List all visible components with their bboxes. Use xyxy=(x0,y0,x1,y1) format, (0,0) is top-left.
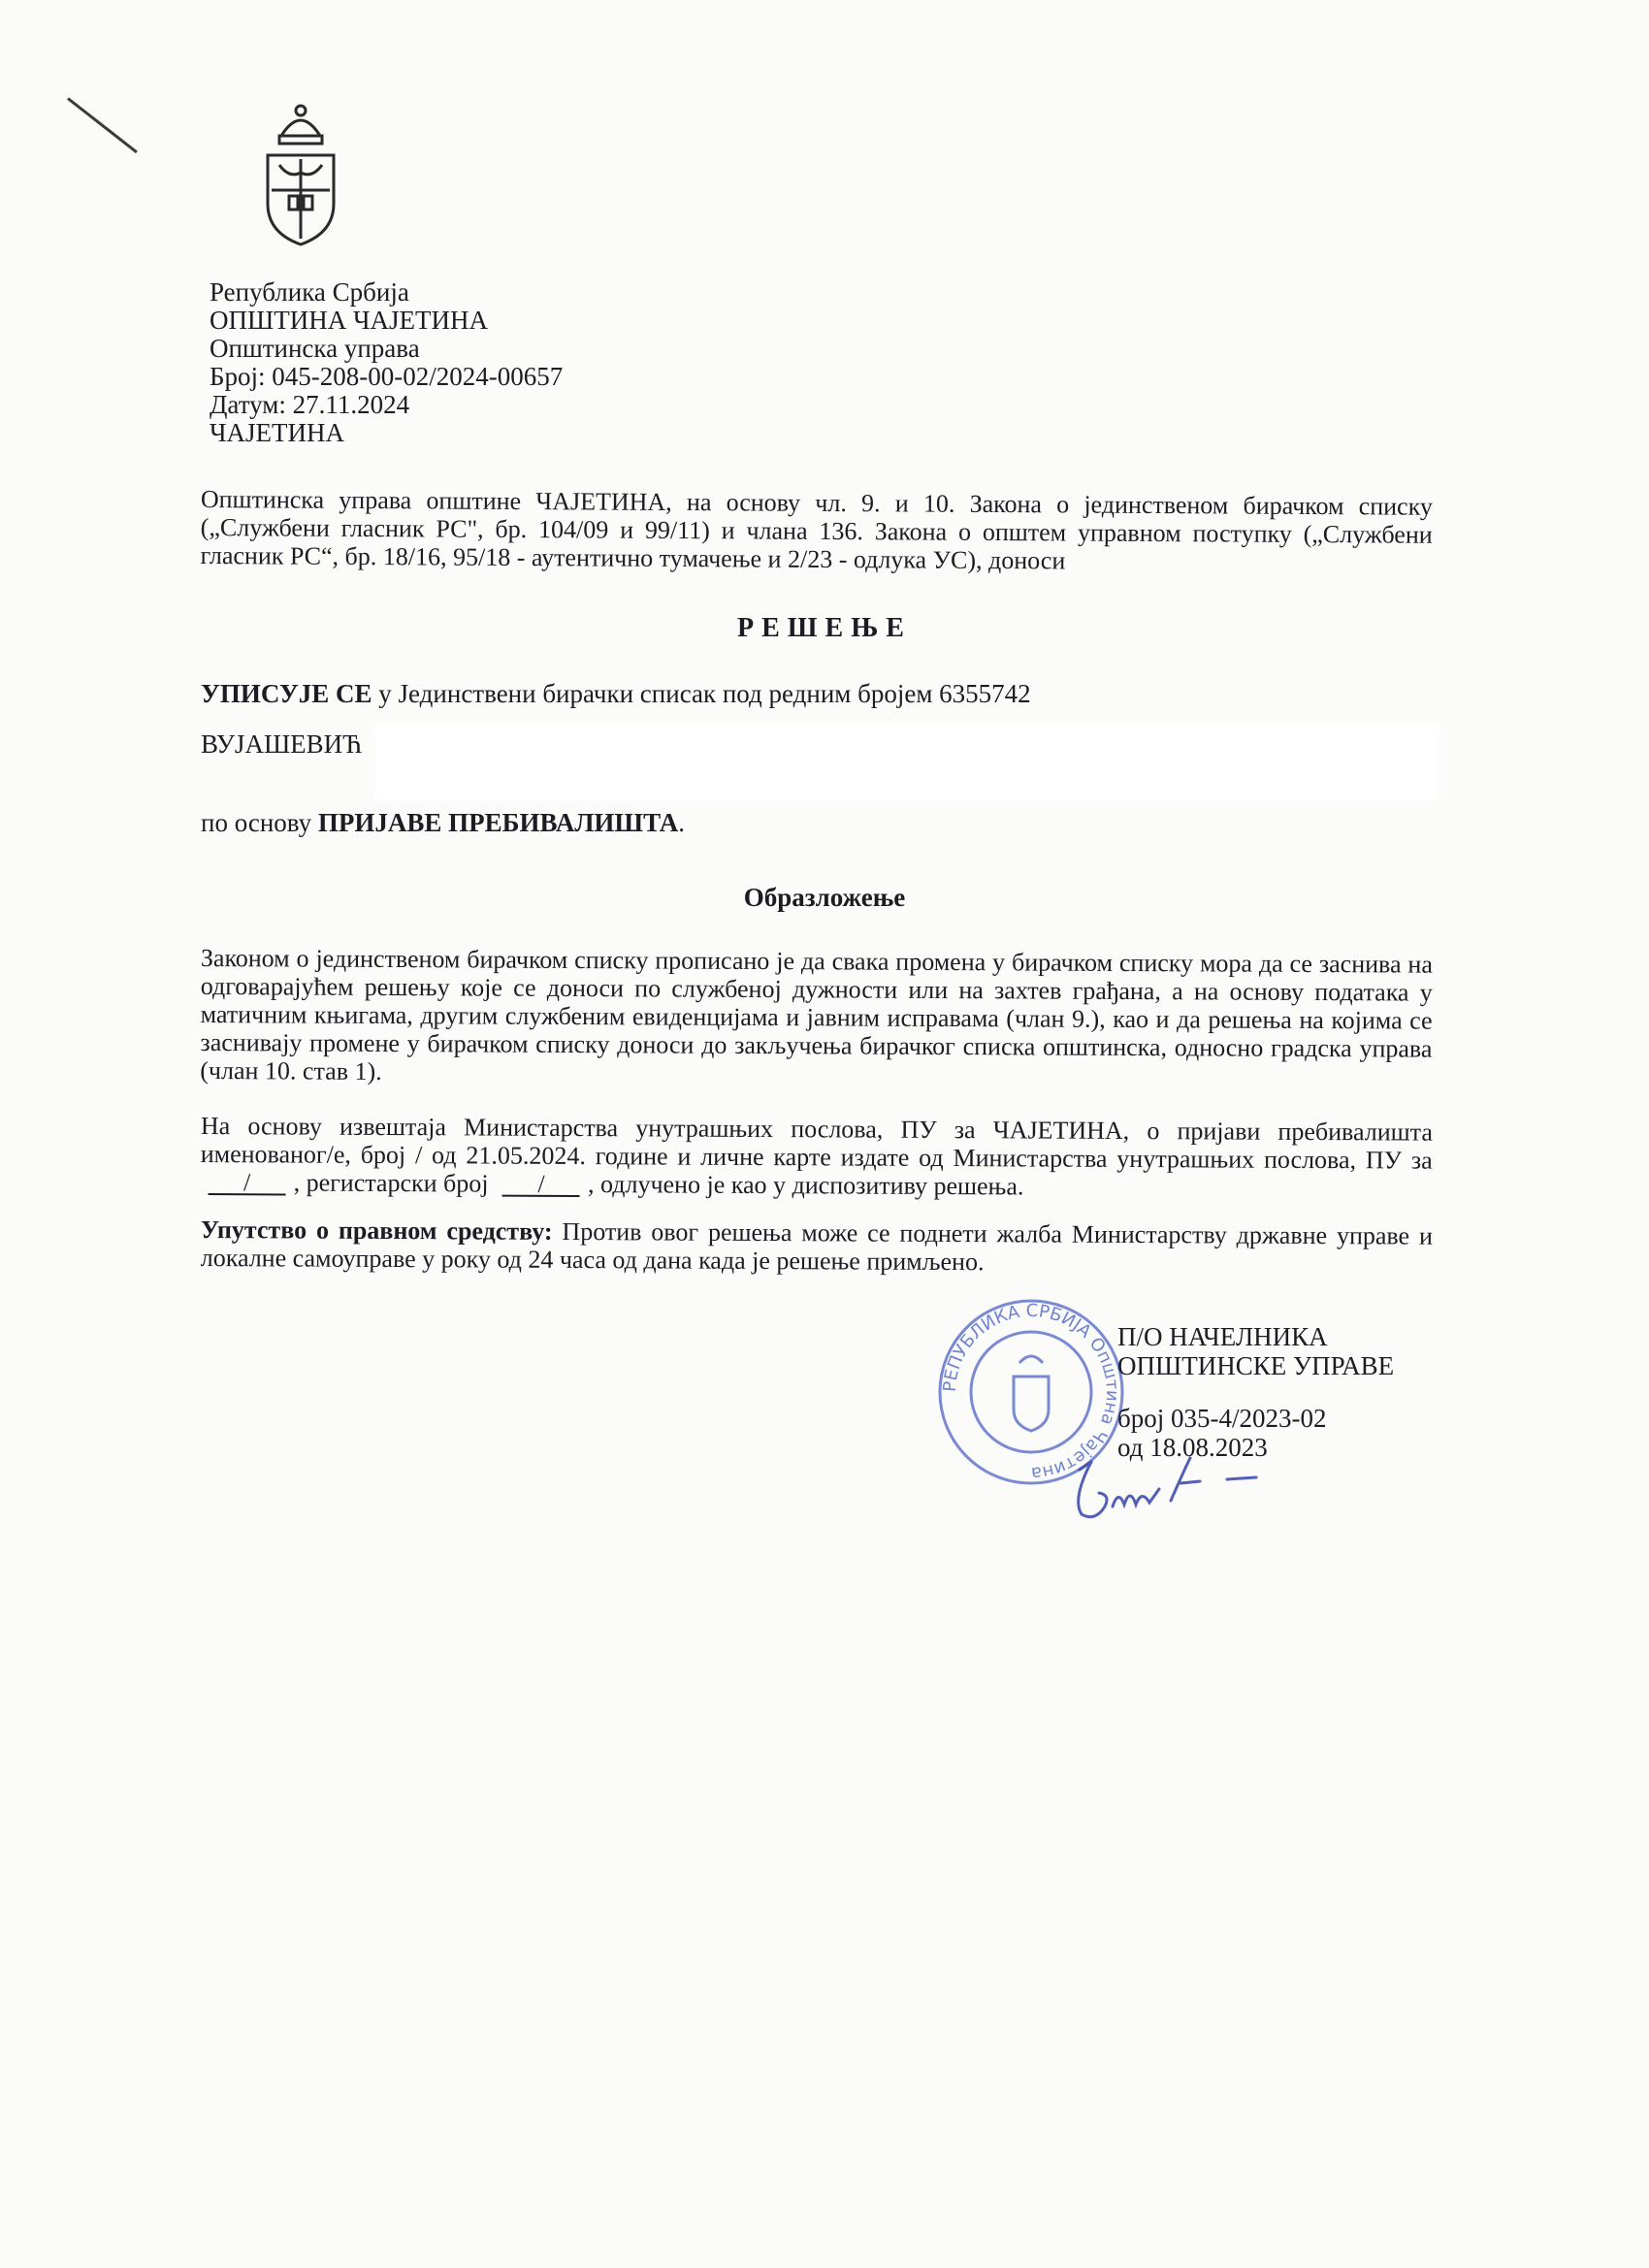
municipality-name: ОПШТИНА ЧАЈЕТИНА xyxy=(210,306,489,335)
authority-name: Општинска управа xyxy=(210,334,420,363)
redaction-overlay xyxy=(373,723,1440,800)
enrolment-text: у Јединствени бирачки списак под редним бројем 6355742 xyxy=(372,679,1031,708)
blank-field-2: / xyxy=(502,1174,580,1197)
intro-paragraph: Општинска управа општине ЧАЈЕТИНА, на основу чл. 9. и 10. Закона о јединственом бирачком списку („Службени гласник РС", бр. 104/09 и 99/11) и члана 136. Закона о општем управном поступку („Службени гласник РС“, бр. 18/16, 95/18 - аутентично тумачење и 2/23 - одлука УС), доноси xyxy=(200,485,1433,575)
basis-suffix: . xyxy=(678,808,685,837)
coat-of-arms-icon xyxy=(254,97,347,252)
authorization-number: број 035-4/2023-02 xyxy=(1117,1404,1327,1433)
authorization-date: од 18.08.2023 xyxy=(1117,1433,1268,1462)
enrolment-lead: УПИСУЈЕ СЕ xyxy=(201,679,372,708)
legal-remedy-label: Упутство о правном средству: xyxy=(200,1215,553,1246)
basis-bold: ПРИЈАВЕ ПРЕБИВАЛИШТА xyxy=(317,808,679,837)
basis-statement xyxy=(201,808,685,838)
place-name: ЧАЈЕТИНА xyxy=(210,418,345,447)
explanation-paragraph-1: Законом о јединственом бирачком списку прописано је да свака промена у бирачком списку мора да се заснива на одговарајућем решењу које се доноси по службеној дужности или на захтев грађана, а на основу података у матичним књигама, другим службеним евиденцијама и јавним исправама (члан 9.), као и да решења на којима се заснивају промене у бирачком списку доноси до закључења бирачког списка општинска, односно градска управа (члан 10. став 1). xyxy=(200,944,1433,1085)
basis-prefix: по основу xyxy=(201,808,318,837)
explanation-2-end: , одлучено је као у диспозитиву решења. xyxy=(587,1170,1024,1201)
legal-remedy-text: Против овог решења може се поднети жалба Министарству државне управе и локалне самоуправе у року од 24 часа од дана када је решење примљено. xyxy=(200,1216,1433,1277)
explanation-2-mid: , регистарски број xyxy=(293,1168,489,1198)
explanation-paragraph-2 xyxy=(201,1112,1433,1203)
handwritten-signature-icon xyxy=(1062,1450,1305,1528)
signatory-title-1: П/О НАЧЕЛНИКА xyxy=(1117,1322,1328,1351)
blank-field-1: / xyxy=(209,1172,286,1195)
signature-block xyxy=(1117,1322,1394,1462)
explanation-2-text: На основу извештаја Министарства унутрашњих послова, ПУ за ЧАЈЕТИНА, о пријави пребивалишта именованог/е, број / од 21.05.2024. године и личне карте издате од Министарства унутрашњих послова, ПУ за xyxy=(200,1112,1433,1175)
enrolment-statement xyxy=(201,679,1031,709)
signatory-title-2: ОПШТИНСКЕ УПРАВЕ xyxy=(1117,1351,1395,1380)
scan-mark xyxy=(67,97,138,153)
stamp-text: РЕПУБЛИКА СРБИЈА Општина Чајетина xyxy=(939,1300,1123,1484)
decision-title: РЕШЕЊЕ xyxy=(737,613,912,643)
country-name: Република Србија xyxy=(210,277,409,307)
letterhead xyxy=(210,278,563,447)
document-date: Датум: 27.11.2024 xyxy=(210,390,410,419)
explanation-title: Образложење xyxy=(743,883,906,912)
legal-remedy-paragraph xyxy=(201,1215,1433,1279)
document-number: Број: 045-208-00-02/2024-00657 xyxy=(210,362,564,391)
person-surname: ВУЈАШЕВИЋ xyxy=(201,729,363,759)
